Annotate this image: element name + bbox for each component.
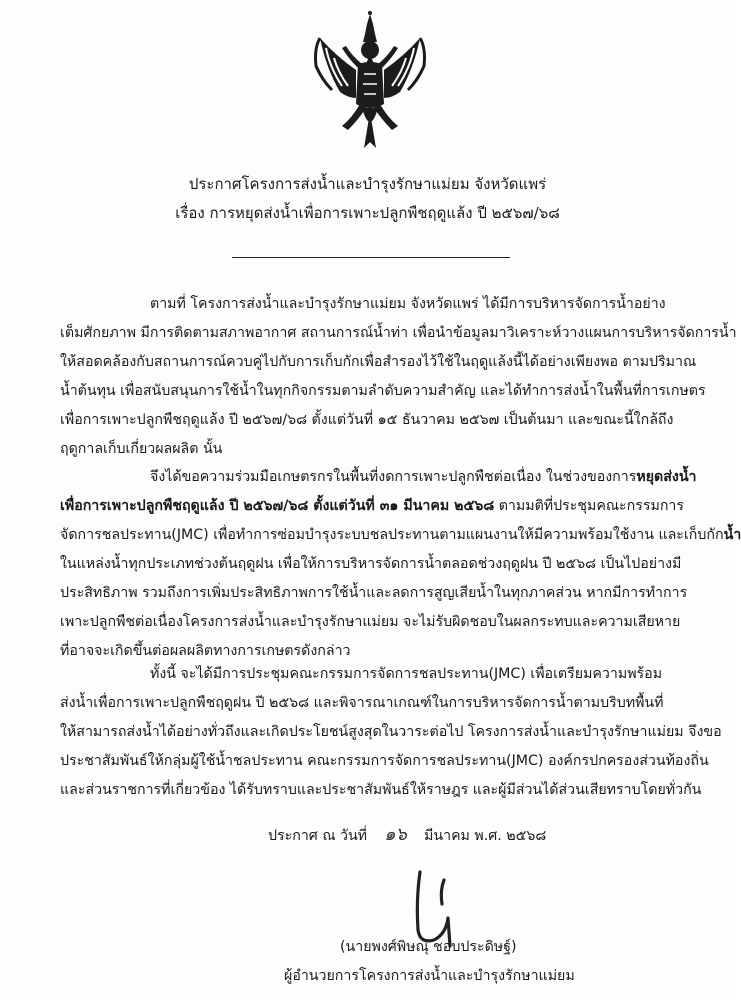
paragraph-1 bbox=[60, 290, 737, 464]
paragraph-1-line: ฤดูกาลเก็บเกี่ยวผลผลิต นั้น bbox=[60, 441, 223, 457]
paragraph-2-line: ที่อาจจะเกิดขึ้นต่อผลผลิตทางการเกษตรดังกล่าว bbox=[60, 643, 351, 659]
paragraph-2-text: ตามมติที่ประชุมคณะกรรมการ bbox=[494, 498, 685, 514]
date-prefix: ประกาศ ณ วันที่ bbox=[268, 828, 368, 844]
signer-title: ผู้อำนวยการโครงการส่งน้ำและบำรุงรักษาแม่ยม bbox=[284, 968, 575, 984]
garuda-emblem-icon bbox=[312, 8, 428, 153]
paragraph-3 bbox=[60, 660, 722, 805]
paragraph-1-line: ตามที่ โครงการส่งน้ำและบำรุงรักษาแม่ยม จังหวัดแพร่ ได้มีการบริหารจัดการน้ำอย่าง bbox=[150, 296, 666, 312]
paragraph-2-line bbox=[60, 492, 696, 521]
paragraph-3-line: ส่งน้ำเพื่อการเพาะปลูกพืชฤดูฝน ปี ๒๕๖๘ และพิจารณาเกณฑ์ในการบริหารจัดการน้ำตามบริบทพื้นที่ bbox=[60, 695, 664, 711]
paragraph-2-line: เพาะปลูกพืชต่อเนื่องโครงการส่งน้ำและบำรุงรักษาแม่ยม จะไม่รับผิดชอบในผลกระทบและความเสียหาย bbox=[60, 614, 681, 630]
paragraph-3-line: ประชาสัมพันธ์ให้กลุ่มผู้ใช้น้ำชลประทาน คณะกรรมการจัดการชลประทาน(JMC) องค์กรปกครองส่วนท้องถิ่น bbox=[60, 753, 709, 769]
paragraph-2-line bbox=[60, 463, 696, 492]
paragraph-2-line: ประสิทธิภาพ รวมถึงการเพิ่มประสิทธิภาพการใช้น้ำและลดการสูญเสียน้ำในทุกภาคส่วน หากมีการทำการ bbox=[60, 585, 688, 601]
paragraph-2-text: จึงได้ขอความร่วมมือเกษตรกรในพื้นที่งดการเพาะปลูกพืชต่อเนื่อง ในช่วงของการ bbox=[150, 469, 637, 485]
paragraph-2-text: จัดการชลประทาน(JMC) เพื่อทำการซ่อมบำรุงระบบชลประทานตามแผนงานให้มีความพร้อมใช้งาน และเก็บกัก bbox=[60, 527, 724, 543]
paragraph-2-line bbox=[60, 521, 741, 550]
paragraph-2-emphasis: เพื่อการเพาะปลูกพืชฤดูแล้ง ปี ๒๕๖๗/๖๘ ตั้งแต่วันที่ ๓๑ มีนาคม ๒๕๖๘ bbox=[60, 498, 495, 514]
paragraph-1-line: เพื่อการเพาะปลูกพืชฤดูแล้ง ปี ๒๕๖๗/๖๘ ตั้งแต่วันที่ ๑๕ ธันวาคม ๒๕๖๗ เป็นต้นมา และขณะนี้ใกล้ถึง bbox=[60, 412, 674, 428]
date-day-handwritten: ๑๖ bbox=[384, 824, 407, 845]
announcement-title: ประกาศโครงการส่งน้ำและบำรุงรักษาแม่ยม จังหวัดแพร่ bbox=[188, 175, 547, 193]
paragraph-1-line: น้ำต้นทุน เพื่อสนับสนุนการใช้น้ำในทุกกิจกรรมตามลำดับความสำคัญ และได้ทำการส่งน้ำในพื้นที่การเกษตร bbox=[60, 383, 706, 399]
paragraph-1-line: เต็มศักยภาพ มีการติดตามสภาพอากาศ สถานการณ์น้ำท่า เพื่อนำข้อมูลมาวิเคราะห์วางแผนการบริหารจัดการน้ำ bbox=[60, 325, 737, 341]
paragraph-3-line: และส่วนราชการที่เกี่ยวข้อง ได้รับทราบและประชาสัมพันธ์ให้ราษฎร และผู้มีส่วนได้ส่วนเสียทราบโดยทั่วกัน bbox=[60, 782, 702, 798]
announcement-date bbox=[268, 824, 546, 847]
paragraph-2-emphasis: หยุดส่งน้ำ bbox=[636, 469, 697, 485]
signer-name: (นายพงศ์พิษณุ ชอบประดิษฐ์) bbox=[340, 939, 517, 955]
paragraph-2-line: ในแหล่งน้ำทุกประเภทช่วงต้นฤดูฝน เพื่อให้การบริหารจัดการน้ำตลอดช่วงฤดูฝน ปี ๒๕๖๘ เป็นไปอย่างมี bbox=[60, 556, 682, 572]
paragraph-1-line: ให้สอดคล้องกับสถานการณ์ควบคู่ไปกับการเก็บกักเพื่อสำรองไว้ใช้ในฤดูแล้งนี้ได้อย่างเพียงพอ ตามปริมาณ bbox=[60, 354, 697, 370]
title-divider bbox=[232, 257, 510, 258]
paragraph-3-line: ทั้งนี้ จะได้มีการประชุมคณะกรรมการจัดการชลประทาน(JMC) เพื่อเตรียมความพร้อม bbox=[150, 666, 663, 682]
paragraph-3-line: ให้สามารถส่งน้ำได้อย่างทั่วถึงและเกิดประโยชน์สูงสุดในวาระต่อไป โครงการส่งน้ำและบำรุงรักษาแม่ยม จึงขอ bbox=[60, 724, 722, 740]
date-month-year: มีนาคม พ.ศ. ๒๕๖๘ bbox=[424, 828, 547, 844]
paragraph-2 bbox=[60, 463, 741, 666]
announcement-subject: เรื่อง การหยุดส่งน้ำเพื่อการเพาะปลูกพืชฤดูแล้ง ปี ๒๕๖๗/๖๘ bbox=[175, 204, 560, 222]
paragraph-2-emphasis: น้ำ bbox=[723, 527, 741, 543]
